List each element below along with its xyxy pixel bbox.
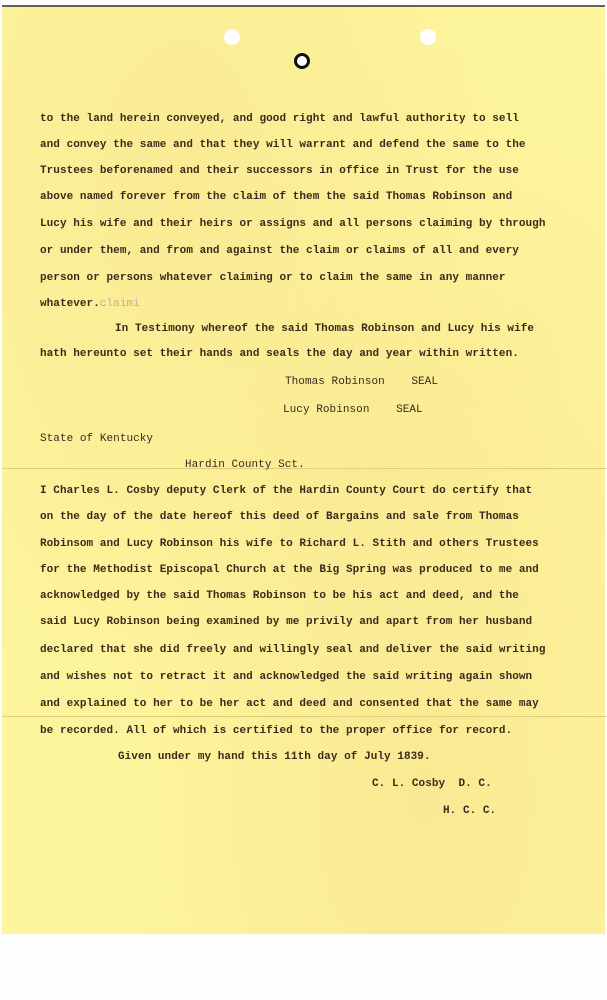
certificate-line: and explained to her to be her act and deed and consented that the same may <box>40 698 539 710</box>
deed-line: or under them, and from and against the claim or claims of all and every <box>40 245 519 257</box>
deed-line: Trustees beforenamed and their successors in office in Trust for the use <box>40 165 519 177</box>
certificate-line: and wishes not to retract it and acknowledged the said writing again shown <box>40 671 533 683</box>
given-line: Given under my hand this 11th day of July 1839. <box>118 751 431 763</box>
certificate-line: Robinsom and Lucy Robinson his wife to Richard L. Stith and others Trustees <box>40 538 539 550</box>
testimony-line: hath hereunto set their hands and seals the day and year within written. <box>40 348 519 360</box>
deed-line-text: whatever. <box>40 298 100 310</box>
deed-last-line <box>40 298 140 310</box>
state-heading: State of Kentucky <box>40 433 154 445</box>
signature-thomas: Thomas Robinson SEAL <box>285 376 438 388</box>
certificate-line: I Charles L. Cosby deputy Clerk of the Hardin County Court do certify that <box>40 485 533 497</box>
reinforced-hole <box>294 53 310 69</box>
certificate-line: on the day of the date hereof this deed of Bargains and sale from Thomas <box>40 511 519 523</box>
struck-text: claimi <box>99 298 140 310</box>
punch-hole <box>224 29 240 45</box>
county-heading: Hardin County Sct. <box>185 459 305 471</box>
deed-line: Lucy his wife and their heirs or assigns and all persons claiming by through <box>40 218 546 230</box>
fold-line <box>2 716 607 717</box>
certificate-line: for the Methodist Episcopal Church at the Big Spring was produced to me and <box>40 564 539 576</box>
deed-line: to the land herein conveyed, and good right and lawful authority to sell <box>40 113 519 125</box>
deed-line: and convey the same and that they will warrant and defend the same to the <box>40 139 526 151</box>
signature-lucy: Lucy Robinson SEAL <box>283 404 423 416</box>
signer-line: C. L. Cosby D. C. <box>372 778 492 790</box>
certificate-line: be recorded. All of which is certified to the proper office for record. <box>40 725 513 737</box>
punch-hole <box>420 29 436 45</box>
testimony-line: In Testimony whereof the said Thomas Robinson and Lucy his wife <box>115 323 535 335</box>
certificate-line: said Lucy Robinson being examined by me privily and apart from her husband <box>40 616 533 628</box>
deed-line: person or persons whatever claiming or to claim the same in any manner <box>40 272 506 284</box>
deed-line: above named forever from the claim of them the said Thomas Robinson and <box>40 191 513 203</box>
certificate-line: declared that she did freely and willingly seal and deliver the said writing <box>40 644 546 656</box>
office-line: H. C. C. <box>443 805 497 817</box>
certificate-line: acknowledged by the said Thomas Robinson to be his act and deed, and the <box>40 590 519 602</box>
